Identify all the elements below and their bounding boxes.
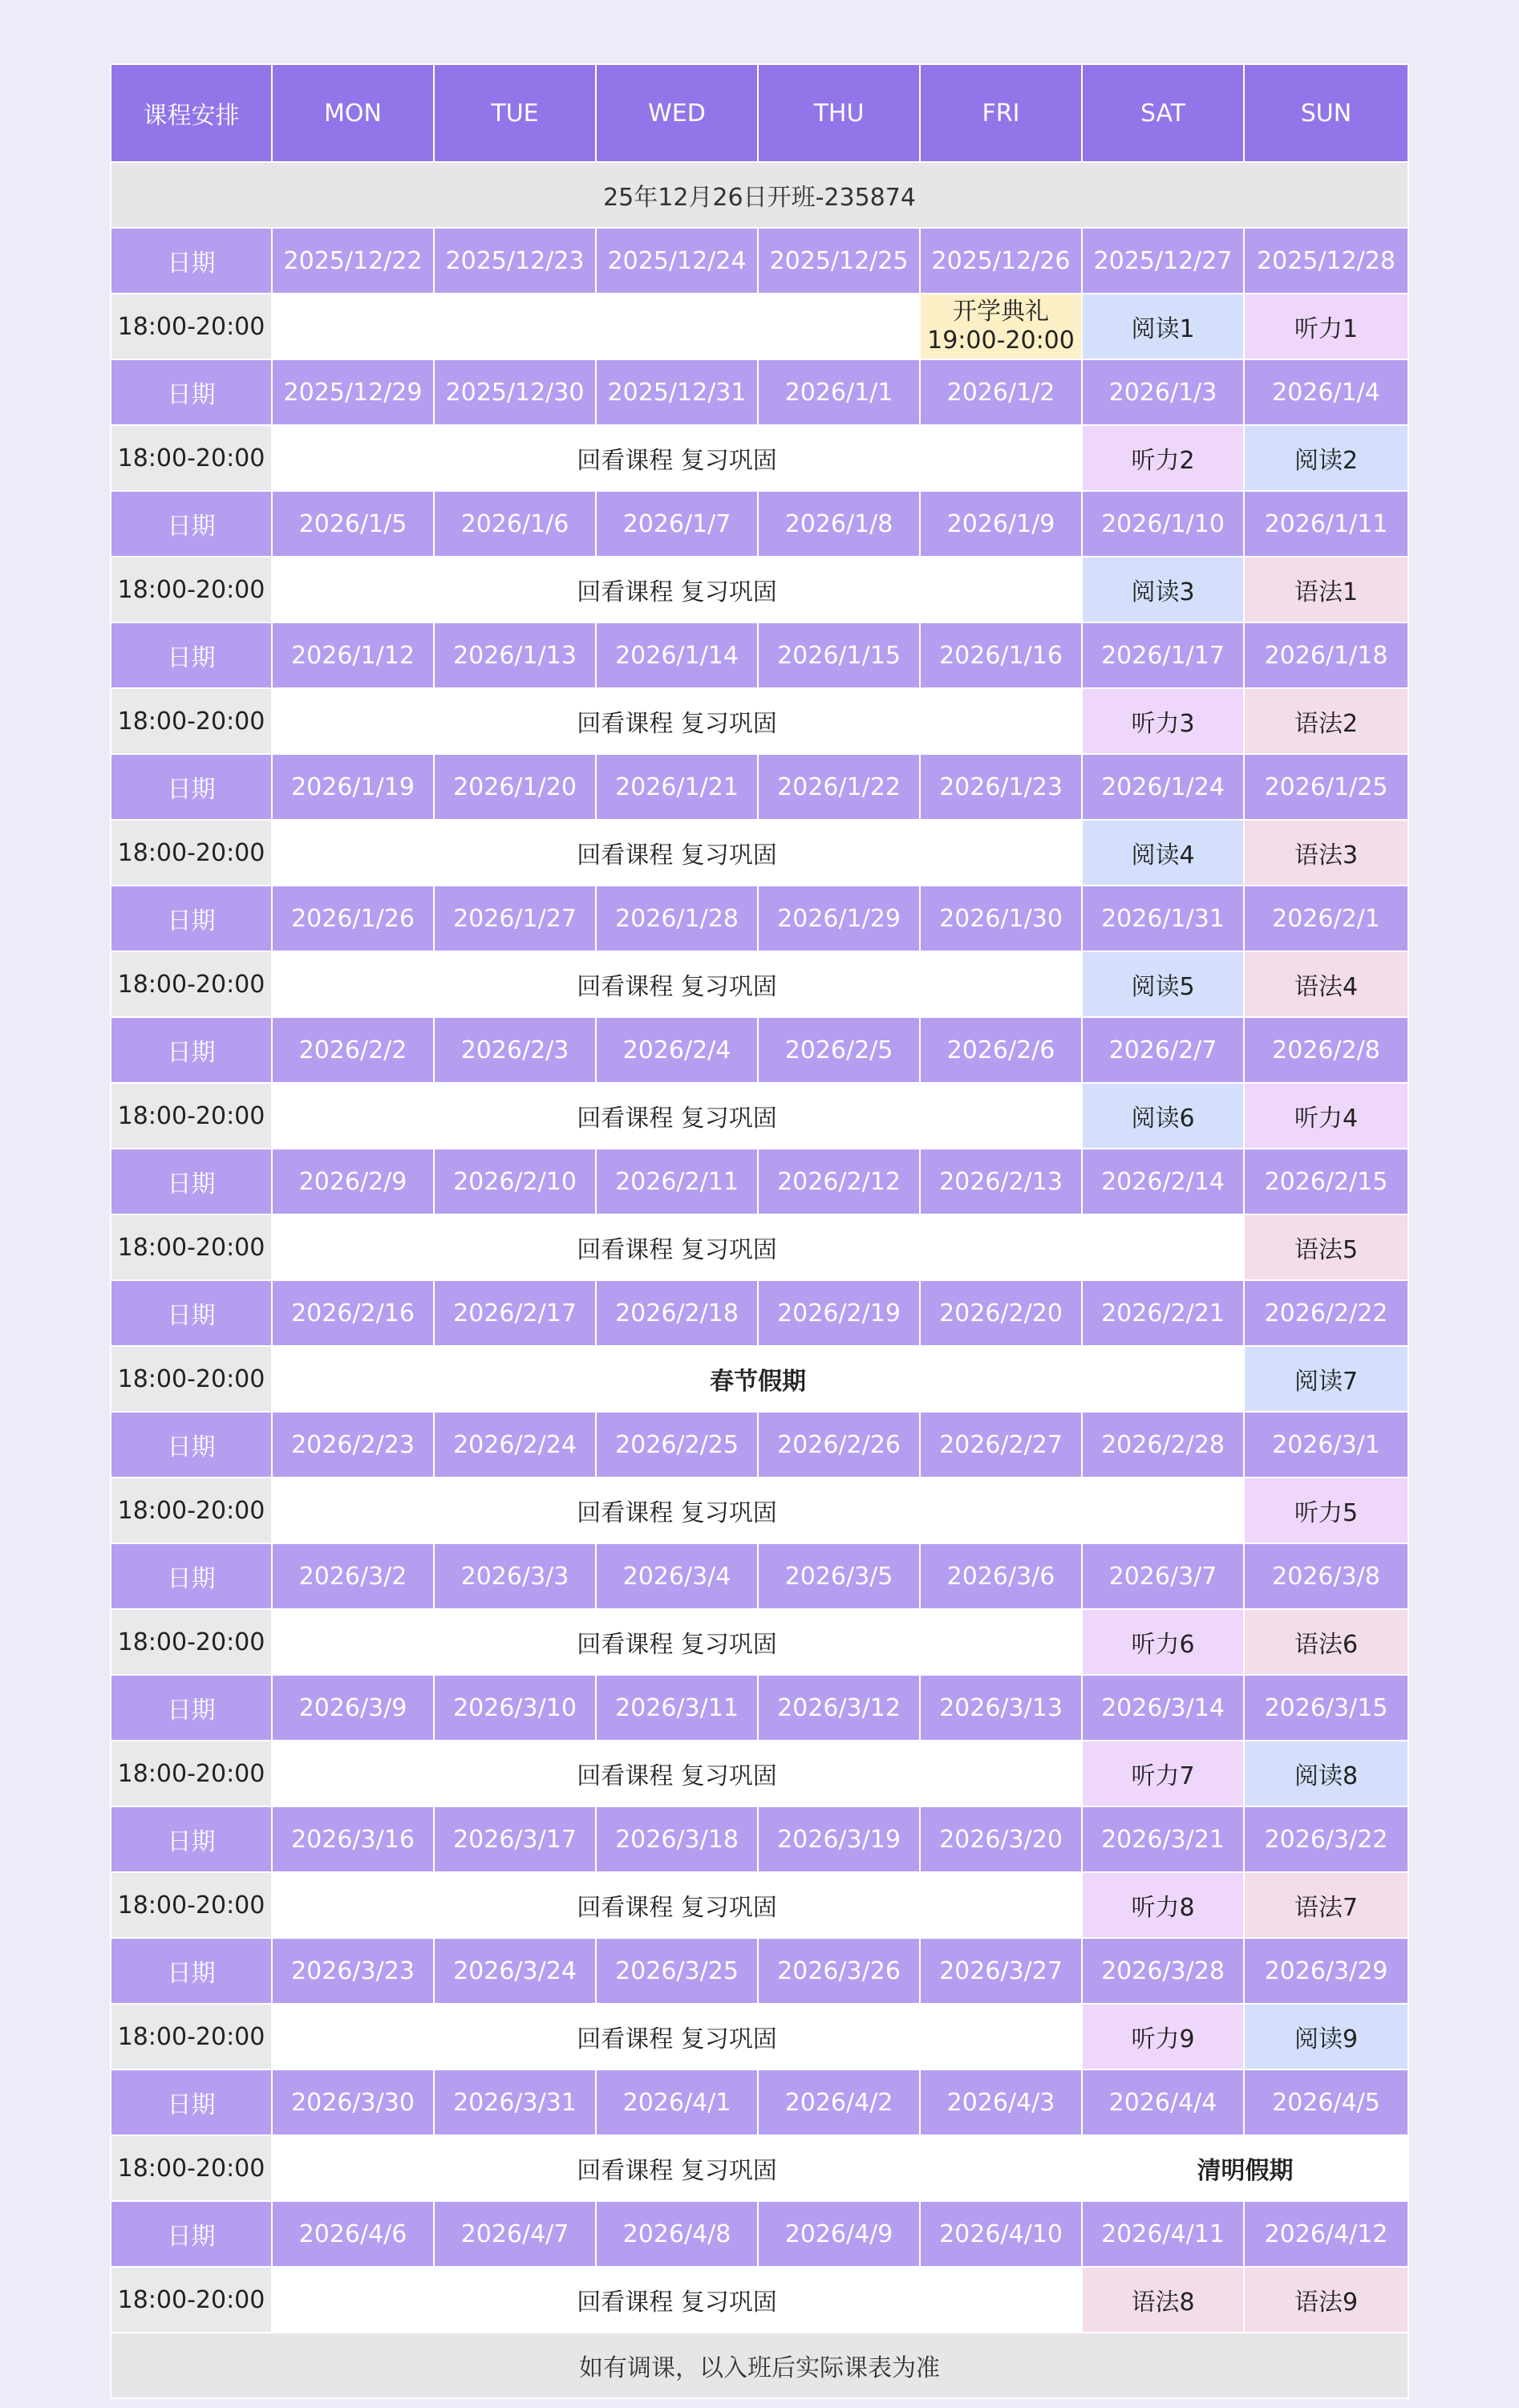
- session-cell: 语法9: [1244, 2267, 1408, 2333]
- date-cell: 2026/1/14: [596, 622, 758, 688]
- date-cell: 2025/12/25: [758, 228, 920, 294]
- date-cell: 2026/1/13: [434, 622, 596, 688]
- session-row: [111, 1214, 1408, 1280]
- session-cell: [920, 294, 1082, 359]
- session-cell: 语法6: [1244, 1609, 1408, 1675]
- date-cell: 2026/3/16: [272, 1806, 434, 1872]
- date-row: [111, 1412, 1408, 1478]
- session-cell: 回看课程 复习巩固: [272, 951, 1082, 1017]
- date-cell: 2026/1/4: [1244, 359, 1408, 425]
- date-cell: 2026/1/20: [434, 754, 596, 820]
- weekday-fri: FRI: [920, 64, 1082, 162]
- date-row-label: 日期: [111, 228, 272, 294]
- date-row: [111, 2201, 1408, 2267]
- empty-session-cell: [272, 294, 920, 359]
- session-cell: 语法5: [1244, 1214, 1408, 1280]
- date-cell: 2026/4/9: [758, 2201, 920, 2267]
- date-cell: 2026/3/15: [1244, 1675, 1408, 1741]
- date-cell: 2026/3/14: [1082, 1675, 1244, 1741]
- date-cell: 2026/3/11: [596, 1675, 758, 1741]
- session-row: [111, 1346, 1408, 1412]
- time-slot-label: 18:00-20:00: [111, 2267, 272, 2333]
- date-row-label: 日期: [111, 1806, 272, 1872]
- session-time: 19:00-20:00: [927, 326, 1075, 355]
- date-cell: 2026/2/1: [1244, 886, 1408, 951]
- session-cell: 听力7: [1082, 1741, 1244, 1806]
- date-cell: 2025/12/29: [272, 359, 434, 425]
- session-cell: 语法8: [1082, 2267, 1244, 2333]
- date-cell: 2026/4/8: [596, 2201, 758, 2267]
- session-row: [111, 2135, 1408, 2201]
- date-cell: 2025/12/31: [596, 359, 758, 425]
- date-cell: 2026/2/20: [920, 1280, 1082, 1346]
- date-cell: 2026/4/1: [596, 2070, 758, 2135]
- date-cell: 2026/2/8: [1244, 1017, 1408, 1083]
- date-cell: 2026/3/22: [1244, 1806, 1408, 1872]
- session-row: [111, 951, 1408, 1017]
- date-cell: 2026/2/13: [920, 1149, 1082, 1214]
- date-cell: 2025/12/30: [434, 359, 596, 425]
- date-cell: 2026/1/2: [920, 359, 1082, 425]
- session-row: [111, 1478, 1408, 1543]
- date-cell: 2026/2/23: [272, 1412, 434, 1478]
- date-cell: 2026/3/10: [434, 1675, 596, 1741]
- date-row-label: 日期: [111, 491, 272, 557]
- date-row: [111, 622, 1408, 688]
- date-row: [111, 886, 1408, 951]
- date-row-label: 日期: [111, 1543, 272, 1609]
- date-cell: 2026/1/18: [1244, 622, 1408, 688]
- session-cell: 语法3: [1244, 820, 1408, 886]
- session-row: [111, 1083, 1408, 1149]
- date-cell: 2026/3/9: [272, 1675, 434, 1741]
- date-cell: 2026/2/28: [1082, 1412, 1244, 1478]
- date-row: [111, 491, 1408, 557]
- time-slot-label: 18:00-20:00: [111, 294, 272, 359]
- date-cell: 2026/2/4: [596, 1017, 758, 1083]
- session-cell: 阅读6: [1082, 1083, 1244, 1149]
- date-cell: 2026/1/6: [434, 491, 596, 557]
- date-cell: 2026/1/19: [272, 754, 434, 820]
- date-cell: 2026/1/24: [1082, 754, 1244, 820]
- date-cell: 2026/3/29: [1244, 1938, 1408, 2004]
- date-cell: 2026/2/24: [434, 1412, 596, 1478]
- empty-session-cell: [1082, 1478, 1244, 1543]
- date-cell: 2026/1/28: [596, 886, 758, 951]
- class-title: 25年12月26日开班-235874: [111, 162, 1408, 228]
- date-cell: 2026/1/30: [920, 886, 1082, 951]
- session-cell: 回看课程 复习巩固: [272, 557, 1082, 622]
- time-slot-label: 18:00-20:00: [111, 1872, 272, 1938]
- date-cell: 2026/2/17: [434, 1280, 596, 1346]
- time-slot-label: 18:00-20:00: [111, 951, 272, 1017]
- date-cell: 2026/4/6: [272, 2201, 434, 2267]
- session-row: [111, 557, 1408, 622]
- weekday-sun: SUN: [1244, 64, 1408, 162]
- date-cell: 2026/1/25: [1244, 754, 1408, 820]
- session-cell: 回看课程 复习巩固: [272, 1741, 1082, 1806]
- empty-session-cell: [1082, 1214, 1244, 1280]
- date-cell: 2026/1/31: [1082, 886, 1244, 951]
- date-cell: 2026/1/11: [1244, 491, 1408, 557]
- date-cell: 2026/2/9: [272, 1149, 434, 1214]
- date-row: [111, 228, 1408, 294]
- time-slot-label: 18:00-20:00: [111, 425, 272, 491]
- date-cell: 2026/3/7: [1082, 1543, 1244, 1609]
- date-cell: 2026/3/21: [1082, 1806, 1244, 1872]
- date-cell: 2026/1/23: [920, 754, 1082, 820]
- session-cell: 阅读3: [1082, 557, 1244, 622]
- date-row-label: 日期: [111, 1017, 272, 1083]
- date-cell: 2026/3/31: [434, 2070, 596, 2135]
- date-row: [111, 1149, 1408, 1214]
- date-cell: 2026/2/22: [1244, 1280, 1408, 1346]
- session-cell: 听力4: [1244, 1083, 1408, 1149]
- date-cell: 2026/1/26: [272, 886, 434, 951]
- date-row: [111, 1543, 1408, 1609]
- date-cell: 2026/2/2: [272, 1017, 434, 1083]
- date-cell: 2026/2/18: [596, 1280, 758, 1346]
- session-cell: 回看课程 复习巩固: [272, 1478, 1082, 1543]
- session-cell: 听力8: [1082, 1872, 1244, 1938]
- weekday-header-row: [111, 64, 1408, 162]
- date-cell: 2026/3/26: [758, 1938, 920, 2004]
- date-cell: 2025/12/27: [1082, 228, 1244, 294]
- date-cell: 2026/3/17: [434, 1806, 596, 1872]
- date-row: [111, 2070, 1408, 2135]
- date-cell: 2026/2/10: [434, 1149, 596, 1214]
- date-cell: 2026/1/17: [1082, 622, 1244, 688]
- date-cell: 2026/3/19: [758, 1806, 920, 1872]
- date-row-label: 日期: [111, 359, 272, 425]
- date-row: [111, 1675, 1408, 1741]
- date-row-label: 日期: [111, 1675, 272, 1741]
- date-cell: 2026/2/27: [920, 1412, 1082, 1478]
- date-row-label: 日期: [111, 2070, 272, 2135]
- session-cell: 听力3: [1082, 688, 1244, 754]
- session-row: [111, 294, 1408, 359]
- date-cell: 2026/4/12: [1244, 2201, 1408, 2267]
- schedule-footnote: 如有调课，以入班后实际课表为准: [111, 2333, 1408, 2398]
- session-cell: 回看课程 复习巩固: [272, 2004, 1082, 2070]
- date-cell: 2026/3/25: [596, 1938, 758, 2004]
- course-schedule-table: [110, 63, 1409, 2399]
- date-cell: 2026/2/12: [758, 1149, 920, 1214]
- time-slot-label: 18:00-20:00: [111, 1609, 272, 1675]
- date-cell: 2026/1/21: [596, 754, 758, 820]
- session-cell: 语法2: [1244, 688, 1408, 754]
- time-slot-label: 18:00-20:00: [111, 1214, 272, 1280]
- date-cell: 2026/2/15: [1244, 1149, 1408, 1214]
- time-slot-label: 18:00-20:00: [111, 2135, 272, 2201]
- weekday-mon: MON: [272, 64, 434, 162]
- session-row: [111, 2004, 1408, 2070]
- date-cell: 2026/2/14: [1082, 1149, 1244, 1214]
- session-cell: 回看课程 复习巩固: [272, 1872, 1082, 1938]
- class-title-row: [111, 162, 1408, 228]
- date-cell: 2026/1/1: [758, 359, 920, 425]
- session-cell: 阅读1: [1082, 294, 1244, 359]
- date-row: [111, 1938, 1408, 2004]
- date-row-label: 日期: [111, 1938, 272, 2004]
- date-cell: 2026/1/3: [1082, 359, 1244, 425]
- date-cell: 2026/3/4: [596, 1543, 758, 1609]
- session-row: [111, 1741, 1408, 1806]
- session-cell: 语法4: [1244, 951, 1408, 1017]
- date-cell: 2026/4/5: [1244, 2070, 1408, 2135]
- date-cell: 2026/2/3: [434, 1017, 596, 1083]
- session-cell: 听力9: [1082, 2004, 1244, 2070]
- date-cell: 2026/2/16: [272, 1280, 434, 1346]
- date-cell: 2026/3/2: [272, 1543, 434, 1609]
- date-cell: 2026/3/5: [758, 1543, 920, 1609]
- date-cell: 2026/2/19: [758, 1280, 920, 1346]
- session-cell: 回看课程 复习巩固: [272, 425, 1082, 491]
- date-cell: 2026/1/7: [596, 491, 758, 557]
- date-cell: 2026/1/27: [434, 886, 596, 951]
- date-cell: 2026/1/12: [272, 622, 434, 688]
- time-slot-label: 18:00-20:00: [111, 688, 272, 754]
- date-cell: 2026/1/5: [272, 491, 434, 557]
- date-cell: 2025/12/22: [272, 228, 434, 294]
- date-row-label: 日期: [111, 1280, 272, 1346]
- date-cell: 2026/2/5: [758, 1017, 920, 1083]
- time-slot-label: 18:00-20:00: [111, 1083, 272, 1149]
- date-cell: 2026/4/10: [920, 2201, 1082, 2267]
- date-cell: 2025/12/28: [1244, 228, 1408, 294]
- session-cell: 春节假期: [272, 1346, 1244, 1412]
- weekday-wed: WED: [596, 64, 758, 162]
- date-cell: 2026/2/11: [596, 1149, 758, 1214]
- session-row: [111, 425, 1408, 491]
- date-cell: 2026/3/24: [434, 1938, 596, 2004]
- session-cell: 回看课程 复习巩固: [272, 688, 1082, 754]
- date-row-label: 日期: [111, 2201, 272, 2267]
- date-cell: 2026/3/12: [758, 1675, 920, 1741]
- session-cell: 听力1: [1244, 294, 1408, 359]
- time-slot-label: 18:00-20:00: [111, 820, 272, 886]
- session-row: [111, 688, 1408, 754]
- date-cell: 2025/12/23: [434, 228, 596, 294]
- date-row: [111, 1806, 1408, 1872]
- date-cell: 2026/3/3: [434, 1543, 596, 1609]
- date-cell: 2026/4/3: [920, 2070, 1082, 2135]
- date-cell: 2026/4/11: [1082, 2201, 1244, 2267]
- session-cell: 听力5: [1244, 1478, 1408, 1543]
- session-cell: 阅读8: [1244, 1741, 1408, 1806]
- date-cell: 2026/1/15: [758, 622, 920, 688]
- session-title: 开学典礼: [953, 298, 1049, 326]
- date-cell: 2026/3/30: [272, 2070, 434, 2135]
- session-cell: 语法1: [1244, 557, 1408, 622]
- session-cell: 清明假期: [1082, 2135, 1408, 2201]
- weekday-sat: SAT: [1082, 64, 1244, 162]
- date-row: [111, 359, 1408, 425]
- session-cell: 听力2: [1082, 425, 1244, 491]
- session-cell: 阅读4: [1082, 820, 1244, 886]
- session-row: [111, 2267, 1408, 2333]
- time-slot-label: 18:00-20:00: [111, 1478, 272, 1543]
- date-cell: 2026/2/21: [1082, 1280, 1244, 1346]
- date-cell: 2026/3/18: [596, 1806, 758, 1872]
- time-slot-label: 18:00-20:00: [111, 557, 272, 622]
- time-slot-label: 18:00-20:00: [111, 1346, 272, 1412]
- date-cell: 2026/1/9: [920, 491, 1082, 557]
- session-cell: 阅读2: [1244, 425, 1408, 491]
- date-cell: 2026/3/23: [272, 1938, 434, 2004]
- date-row: [111, 1017, 1408, 1083]
- schedule-corner-label: 课程安排: [111, 64, 272, 162]
- date-row-label: 日期: [111, 1149, 272, 1214]
- date-row: [111, 1280, 1408, 1346]
- date-cell: 2026/1/29: [758, 886, 920, 951]
- time-slot-label: 18:00-20:00: [111, 2004, 272, 2070]
- date-row-label: 日期: [111, 1412, 272, 1478]
- date-cell: 2026/4/7: [434, 2201, 596, 2267]
- date-cell: 2026/2/6: [920, 1017, 1082, 1083]
- session-cell: 阅读5: [1082, 951, 1244, 1017]
- date-cell: 2026/3/6: [920, 1543, 1082, 1609]
- date-cell: 2025/12/26: [920, 228, 1082, 294]
- date-cell: 2026/3/13: [920, 1675, 1082, 1741]
- date-cell: 2026/1/10: [1082, 491, 1244, 557]
- session-cell: 回看课程 复习巩固: [272, 820, 1082, 886]
- date-cell: 2026/4/4: [1082, 2070, 1244, 2135]
- session-cell: 阅读7: [1244, 1346, 1408, 1412]
- session-row: [111, 820, 1408, 886]
- date-cell: 2026/1/8: [758, 491, 920, 557]
- footer-row: [111, 2333, 1408, 2398]
- session-cell: 回看课程 复习巩固: [272, 1609, 1082, 1675]
- date-cell: 2026/2/7: [1082, 1017, 1244, 1083]
- date-cell: 2026/4/2: [758, 2070, 920, 2135]
- date-row-label: 日期: [111, 622, 272, 688]
- date-cell: 2026/1/16: [920, 622, 1082, 688]
- date-cell: 2026/2/25: [596, 1412, 758, 1478]
- session-cell: 听力6: [1082, 1609, 1244, 1675]
- session-cell: 回看课程 复习巩固: [272, 2267, 1082, 2333]
- date-row-label: 日期: [111, 754, 272, 820]
- date-cell: 2026/3/27: [920, 1938, 1082, 2004]
- session-cell: 语法7: [1244, 1872, 1408, 1938]
- time-slot-label: 18:00-20:00: [111, 1741, 272, 1806]
- weekday-tue: TUE: [434, 64, 596, 162]
- session-cell: 回看课程 复习巩固: [272, 1214, 1082, 1280]
- date-cell: 2025/12/24: [596, 228, 758, 294]
- weekday-thu: THU: [758, 64, 920, 162]
- session-cell: 回看课程 复习巩固: [272, 2135, 1082, 2201]
- session-row: [111, 1609, 1408, 1675]
- date-cell: 2026/1/22: [758, 754, 920, 820]
- session-cell: 回看课程 复习巩固: [272, 1083, 1082, 1149]
- date-cell: 2026/3/28: [1082, 1938, 1244, 2004]
- date-cell: 2026/3/20: [920, 1806, 1082, 1872]
- date-cell: 2026/3/8: [1244, 1543, 1408, 1609]
- date-cell: 2026/2/26: [758, 1412, 920, 1478]
- date-cell: 2026/3/1: [1244, 1412, 1408, 1478]
- session-cell: 阅读9: [1244, 2004, 1408, 2070]
- date-row-label: 日期: [111, 886, 272, 951]
- session-row: [111, 1872, 1408, 1938]
- date-row: [111, 754, 1408, 820]
